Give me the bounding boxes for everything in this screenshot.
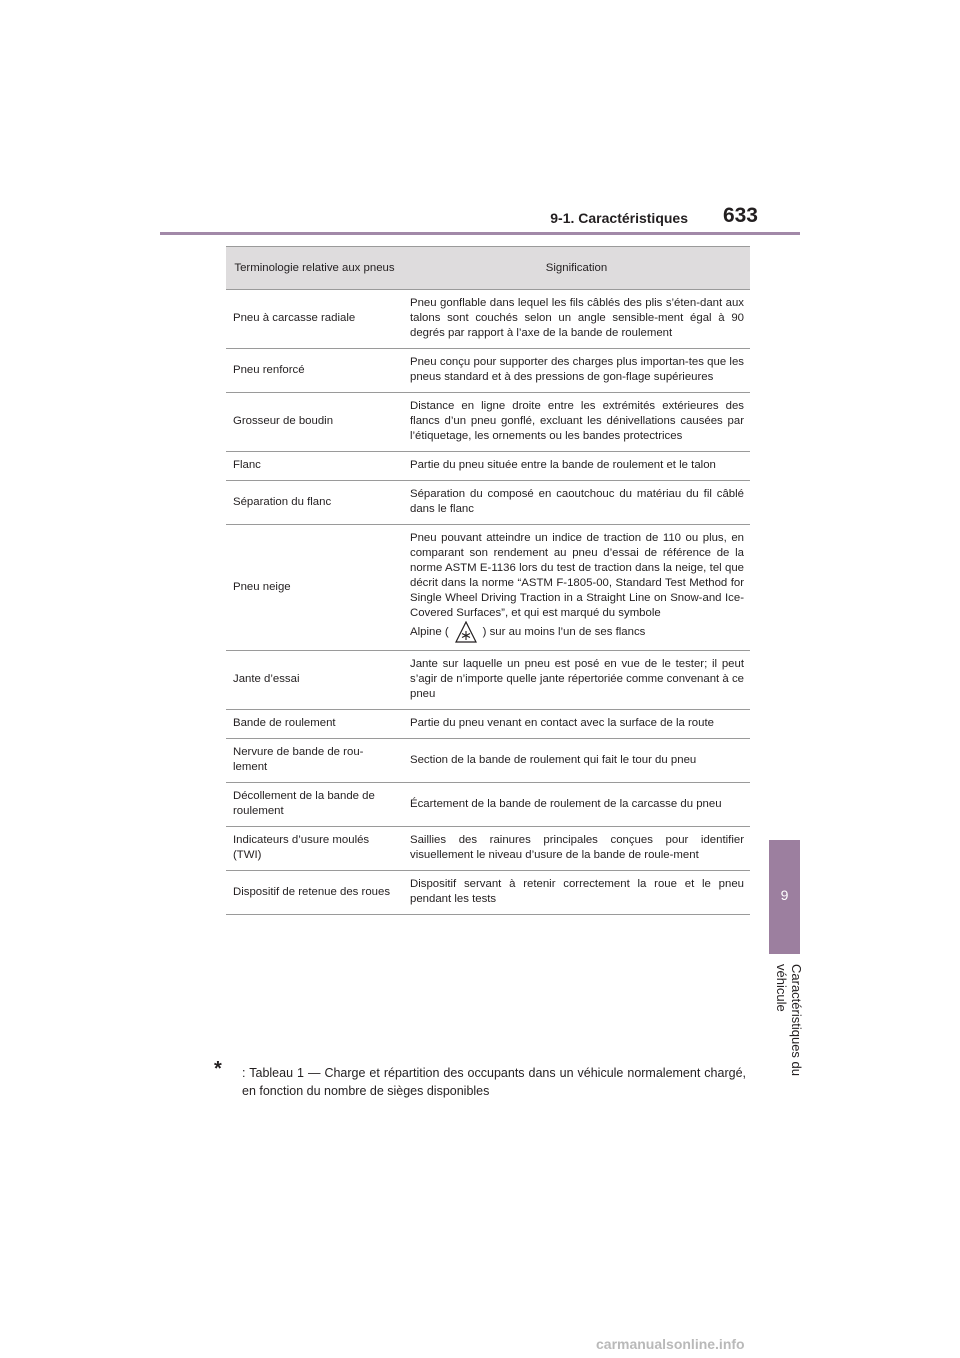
term-cell: Flanc xyxy=(226,452,403,481)
definition-cell: Pneu gonflable dans lequel les fils câblés des plis s’éten-dant aux talons sont couchés selon un angle sensible-ment égal à 90 degrés par rapport à l’axe de la bande de roulement xyxy=(403,290,750,349)
definition-cell: Saillies des rainures principales conçues pour identifier visuellement le niveau d’usure de la bande de roule-ment xyxy=(403,827,750,871)
definition-cell: Séparation du composé en caoutchouc du matériau du fil câblé dans le flanc xyxy=(403,481,750,525)
definition-cell: Partie du pneu venant en contact avec la surface de la route xyxy=(403,710,750,739)
term-cell: Pneu renforcé xyxy=(226,349,403,393)
definition-text: Pneu pouvant atteindre un indice de traction de 110 ou plus, en comparant son rendement au pneu d’essai de référence de la norme ASTM E-1136 lors du test de traction dans la neige, tel que décrit dans la norme “ASTM F-1805-00, Standard Test Method for Single Wheel Driving Traction in a Straight Line on Snow-and Ice-Covered Surfaces”, et qui est marqué du symbole xyxy=(410,532,744,619)
chapter-number: 9 xyxy=(780,887,789,903)
table-row xyxy=(226,290,750,349)
table-row xyxy=(226,452,750,481)
term-cell: Nervure de bande de rou-lement xyxy=(226,739,403,783)
term-cell: Indicateurs d’usure moulés (TWI) xyxy=(226,827,403,871)
chapter-tab[interactable] xyxy=(769,840,800,954)
table-row xyxy=(226,739,750,783)
footnote xyxy=(214,1058,746,1100)
alpine-snowflake-icon xyxy=(455,621,477,643)
definition-cell: Distance en ligne droite entre les extrémités extérieures des flancs d’un pneu gonflé, excluant les dénivellations causées par l’étiquetage, les ornements ou les bandes protectrices xyxy=(403,393,750,452)
header-divider xyxy=(160,232,800,235)
column-header-meaning: Signification xyxy=(403,247,750,290)
watermark: carmanualsonline.info xyxy=(596,1336,745,1352)
chapter-label: Caractéristiques du véhicule xyxy=(774,964,804,1076)
term-cell: Décollement de la bande de roulement xyxy=(226,783,403,827)
section-title: 9-1. Caractéristiques xyxy=(550,210,688,226)
table-row xyxy=(226,871,750,915)
definition-cell xyxy=(403,525,750,651)
term-cell: Bande de roulement xyxy=(226,710,403,739)
definition-cell: Partie du pneu située entre la bande de roulement et le talon xyxy=(403,452,750,481)
definition-tail-before: Alpine ( xyxy=(410,626,449,639)
definition-cell: Pneu conçu pour supporter des charges plus importan-tes que les pneus standard et à des pressions de gon-flage supérieures xyxy=(403,349,750,393)
definition-cell: Jante sur laquelle un pneu est posé en vue de le tester; il peut s’agir de n’importe quelle jante répertoriée comme convenant à ce pneu xyxy=(403,651,750,710)
term-cell: Grosseur de boudin xyxy=(226,393,403,452)
term-cell: Pneu neige xyxy=(226,525,403,651)
table-row xyxy=(226,393,750,452)
table-row xyxy=(226,783,750,827)
term-cell: Séparation du flanc xyxy=(226,481,403,525)
definition-tail-after: ) sur au moins l’un de ses flancs xyxy=(482,626,646,639)
column-header-term: Terminologie relative aux pneus xyxy=(226,247,403,290)
term-cell: Jante d’essai xyxy=(226,651,403,710)
term-cell: Dispositif de retenue des roues xyxy=(226,871,403,915)
definition-cell: Dispositif servant à retenir correctement la roue et le pneu pendant les tests xyxy=(403,871,750,915)
page-number: 633 xyxy=(722,204,758,227)
definition-cell: Section de la bande de roulement qui fait le tour du pneu xyxy=(403,739,750,783)
table-header-row xyxy=(226,247,750,290)
page-header xyxy=(160,200,800,236)
footnote-marker: * xyxy=(214,1058,222,1080)
table-row xyxy=(226,710,750,739)
table-row xyxy=(226,827,750,871)
table-row xyxy=(226,481,750,525)
definition-cell: Écartement de la bande de roulement de la carcasse du pneu xyxy=(403,783,750,827)
table-row xyxy=(226,525,750,651)
term-cell: Pneu à carcasse radiale xyxy=(226,290,403,349)
terminology-table xyxy=(226,246,750,915)
table-row xyxy=(226,349,750,393)
footnote-text: : Tableau 1 — Charge et répartition des occupants dans un véhicule normalement chargé, en fonction du nombre de sièges disponibles xyxy=(242,1066,746,1098)
table-row xyxy=(226,651,750,710)
